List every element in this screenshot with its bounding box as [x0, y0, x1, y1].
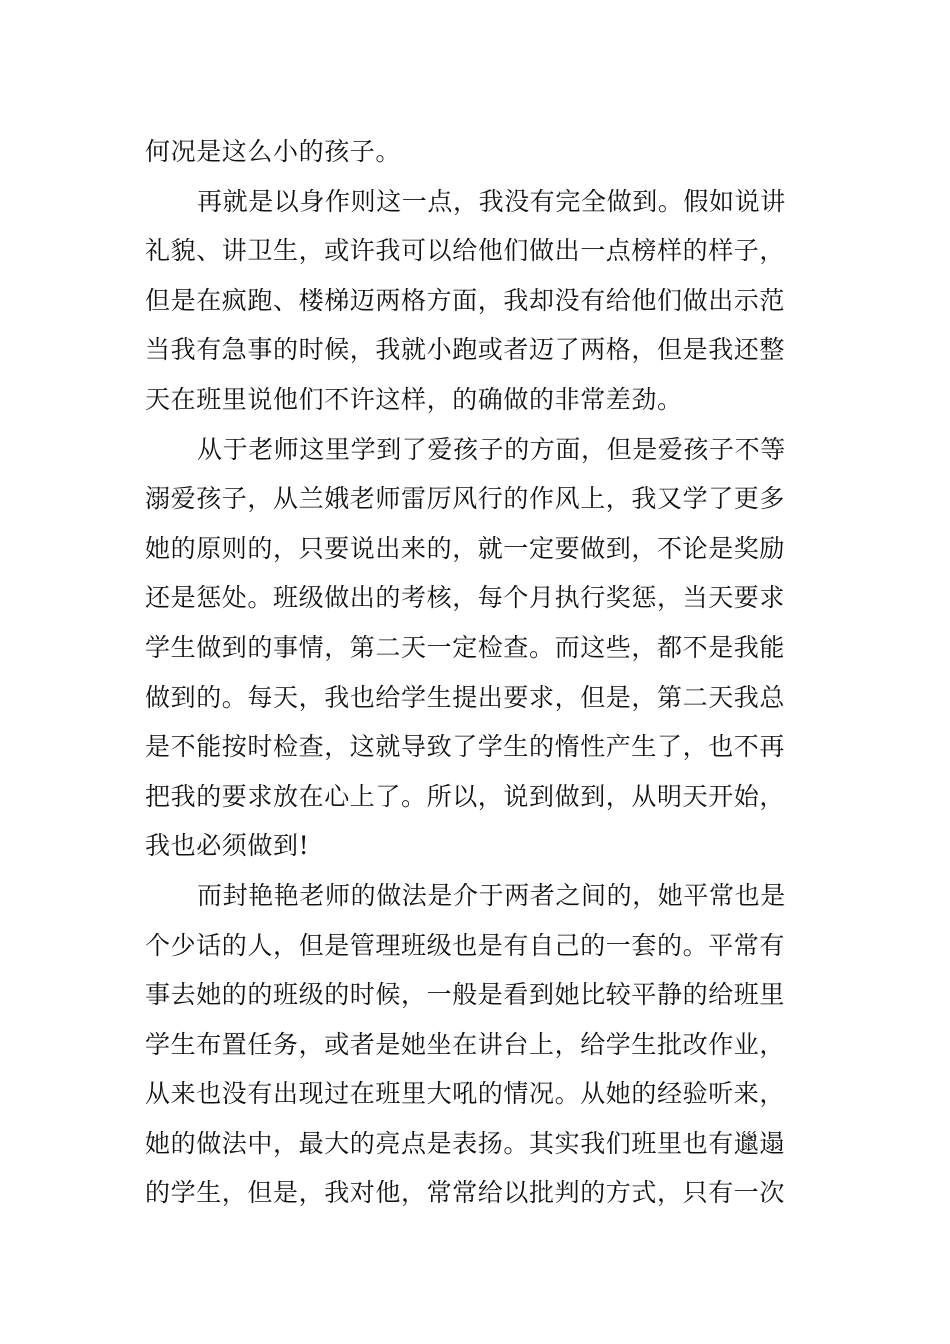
text-line: 礼貌、讲卫生，或许我可以给他们做出一点榜样的样子，	[145, 236, 786, 266]
text-line: 从来也没有出现过在班里大吼的情况。从她的经验听来，	[145, 1079, 786, 1109]
text-line: 从于老师这里学到了爱孩子的方面，但是爱孩子不等	[197, 434, 786, 464]
paragraph	[145, 177, 810, 425]
text-line: 但是在疯跑、楼梯迈两格方面，我却没有给他们做出示范	[145, 285, 786, 315]
paragraph	[145, 425, 810, 871]
text-line: 何况是这么小的孩子。	[145, 137, 402, 166]
paragraph	[145, 871, 810, 1218]
text-line: 而封艳艳老师的做法是介于两者之间的，她平常也是	[197, 880, 786, 910]
text-line: 是不能按时检查，这就导致了学生的惰性产生了，也不再	[145, 732, 786, 762]
text-line: 还是惩处。班级做出的考核，每个月执行奖惩，当天要求	[145, 583, 786, 613]
text-line: 的学生，但是，我对他，常常给以批判的方式，只有一次	[145, 1178, 786, 1208]
text-line: 天在班里说他们不许这样，的确做的非常差劲。	[145, 384, 683, 414]
text-line: 我也必须做到!	[145, 831, 310, 861]
text-line: 她的做法中，最大的亮点是表扬。其实我们班里也有邋遢	[145, 1128, 786, 1158]
body-text	[145, 127, 810, 1218]
paragraph	[145, 127, 810, 177]
text-line: 她的原则的，只要说出来的，就一定要做到，不论是奖励	[145, 533, 786, 563]
text-line: 学生布置任务，或者是她坐在讲台上，给学生批改作业，	[145, 1029, 786, 1059]
text-line: 事去她的的班级的时候，一般是看到她比较平静的给班里	[145, 980, 786, 1010]
text-line: 当我有急事的时候，我就小跑或者迈了两格，但是我还整	[145, 335, 786, 365]
text-line: 把我的要求放在心上了。所以，说到做到，从明天开始，	[145, 781, 786, 811]
text-line: 溺爱孩子，从兰娥老师雷厉风行的作风上，我又学了更多	[145, 484, 786, 514]
text-line: 做到的。每天，我也给学生提出要求，但是，第二天我总	[145, 682, 786, 712]
text-line: 再就是以身作则这一点，我没有完全做到。假如说讲	[197, 186, 786, 216]
text-line: 学生做到的事情，第二天一定检查。而这些，都不是我能	[145, 632, 786, 662]
text-line: 个少话的人，但是管理班级也是有自己的一套的。平常有	[145, 930, 786, 960]
